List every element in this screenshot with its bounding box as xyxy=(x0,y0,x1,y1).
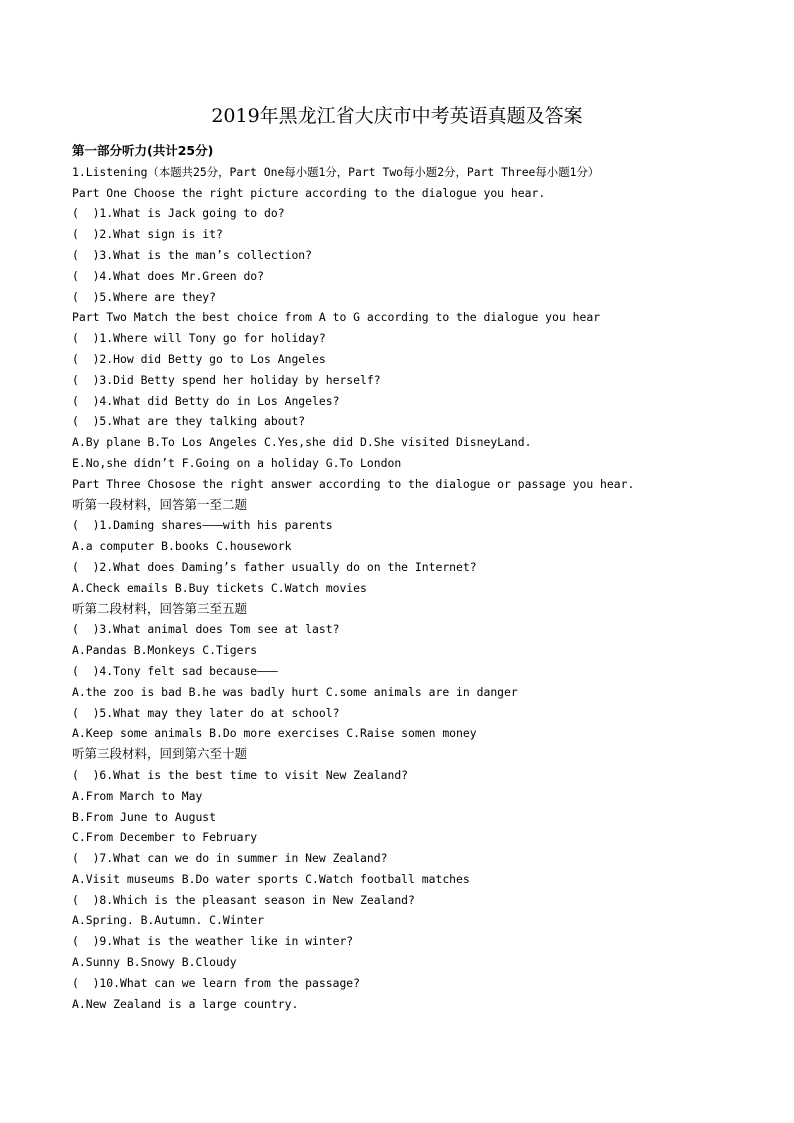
text-line: A.Sunny B.Snowy B.Cloudy xyxy=(72,955,237,970)
text-line: ( )4.What does Mr.Green do? xyxy=(72,268,265,283)
text-line: E.No,she didn’t F.Going on a holiday G.To London xyxy=(72,455,402,470)
text-line: ( )5.What may they later do at school? xyxy=(72,705,340,720)
text-line: A.From March to May xyxy=(72,788,203,803)
text-line: A.By plane B.To Los Angeles C.Yes,she did D.She visited DisneyLand. xyxy=(72,435,532,450)
document-page xyxy=(72,103,722,1014)
text-line: ( )7.What can we do in summer in New Zealand? xyxy=(72,851,388,866)
text-line: A.Keep some animals B.Do more exercises C.Raise somen money xyxy=(72,726,477,741)
text-line: ( )3.What is the man’s collection? xyxy=(72,247,313,262)
text-line: ( )5.What are they talking about? xyxy=(72,414,306,429)
document-title: 2019年黑龙江省大庆市中考英语真题及答案 xyxy=(211,105,583,127)
text-line: ( )4.What did Betty do in Los Angeles? xyxy=(72,393,340,408)
text-line: ( )1.Daming shares———with his parents xyxy=(72,518,333,533)
text-line: ( )4.Tony felt sad because——— xyxy=(72,663,278,678)
text-line: ( )3.Did Betty spend her holiday by herself? xyxy=(72,372,381,387)
text-line: A.Visit museums B.Do water sports C.Watch football matches xyxy=(72,871,470,886)
text-line: ( )6.What is the best time to visit New Zealand? xyxy=(72,767,409,782)
text-line: Part Two Match the best choice from A to G according to the dialogue you hear xyxy=(72,310,601,325)
text-line: ( )1.Where will Tony go for holiday? xyxy=(72,331,326,346)
text-line: A.Check emails B.Buy tickets C.Watch movies xyxy=(72,580,367,595)
text-line: ( )2.How did Betty go to Los Angeles xyxy=(72,351,326,366)
text-line: Part Three Chosose the right answer according to the dialogue or passage you hear. xyxy=(72,476,635,491)
text-line: A.the zoo is bad B.he was badly hurt C.some animals are in danger xyxy=(72,684,518,699)
sub-heading: 听第三段材料，回到第六至十题 xyxy=(72,746,248,762)
text-line: Part One Choose the right picture according to the dialogue you hear. xyxy=(72,185,546,200)
document-body xyxy=(72,162,722,1015)
text-line: ( )5.Where are they? xyxy=(72,289,217,304)
sub-heading: 听第二段材料，回答第三至五题 xyxy=(72,600,248,616)
text-line: ( )10.What can we learn from the passage? xyxy=(72,975,361,990)
text-line: B.From June to August xyxy=(72,809,217,824)
text-line: A.Pandas B.Monkeys C.Tigers xyxy=(72,643,258,658)
text-line: ( )1.What is Jack going to do? xyxy=(72,206,285,221)
text-line: C.From December to February xyxy=(72,830,258,845)
text-line: ( )3.What animal does Tom see at last? xyxy=(72,622,340,637)
text-line: A.a computer B.books C.housework xyxy=(72,539,292,554)
text-line: ( )8.Which is the pleasant season in New Zealand? xyxy=(72,892,415,907)
text-line: ( )9.What is the weather like in winter? xyxy=(72,934,354,949)
section-heading: 第一部分听力(共计25分) xyxy=(72,143,214,158)
text-line: ( )2.What does Daming’s father usually do on the Internet? xyxy=(72,559,477,574)
text-line: A.Spring. B.Autumn. C.Winter xyxy=(72,913,265,928)
text-line: 1.Listening（本题共25分，Part One每小题1分，Part Two每小题2分，Part Three每小题1分） xyxy=(72,164,600,179)
text-line: A.New Zealand is a large country. xyxy=(72,996,299,1011)
sub-heading: 听第一段材料，回答第一至二题 xyxy=(72,496,248,512)
text-line: ( )2.What sign is it? xyxy=(72,227,223,242)
